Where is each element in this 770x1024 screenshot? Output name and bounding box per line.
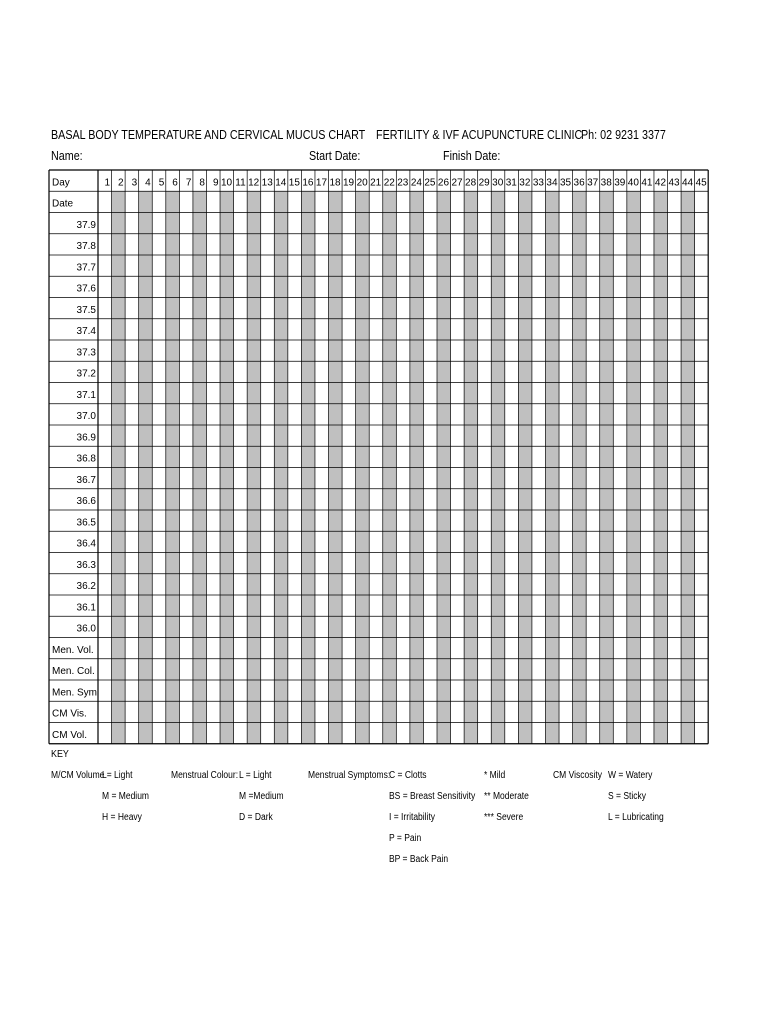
row-label: CM Vol.	[52, 729, 88, 741]
key-menstrual-symptoms-label: Menstrual Symptoms:	[308, 770, 391, 781]
row-label: Men. Sym	[52, 687, 98, 699]
day-number: 2	[118, 177, 124, 189]
temperature-label: 36.7	[76, 474, 96, 486]
day-number: 36	[573, 177, 585, 189]
day-number: 42	[654, 177, 667, 189]
temperature-label: 36.4	[76, 538, 96, 550]
day-number: 18	[329, 177, 341, 189]
day-number: 30	[492, 177, 504, 189]
key-menstrual-colour-item: M =Medium	[239, 791, 284, 802]
day-number: 6	[172, 177, 178, 189]
key-menstrual-colour-item: D = Dark	[239, 812, 273, 823]
temperature-label: 37.8	[76, 241, 96, 252]
key-mcm-volume-item: L= Light	[102, 770, 133, 781]
temperature-label: 37.2	[76, 368, 96, 380]
day-number: 4	[145, 177, 151, 189]
key-severity-item: ** Moderate	[484, 791, 529, 802]
day-number: 24	[410, 177, 422, 189]
day-number: 7	[185, 177, 192, 189]
temperature-label: 37.6	[76, 283, 96, 295]
key-severity-item: *** Severe	[484, 812, 524, 823]
key-menstrual-symptoms-item: BS = Breast Sensitivity	[389, 791, 476, 802]
key-mcm-volume-label: M/CM Volume	[51, 770, 105, 781]
row-label: CM Vis.	[52, 708, 87, 720]
key-menstrual-colour-label: Menstrual Colour:	[171, 770, 239, 781]
day-number: 14	[275, 177, 287, 189]
day-number: 28	[465, 177, 477, 189]
day-number: 3	[131, 177, 138, 189]
day-number: 27	[451, 177, 463, 189]
day-number: 13	[261, 177, 273, 189]
day-number: 16	[302, 177, 314, 189]
temperature-label: 36.2	[76, 581, 96, 592]
clinic-phone: Ph: 02 9231 3377	[581, 128, 666, 142]
day-number: 25	[424, 177, 436, 189]
key-menstrual-symptoms-item: BP = Back Pain	[389, 854, 449, 865]
row-label: Day	[52, 177, 70, 189]
day-number: 21	[370, 177, 382, 189]
key-menstrual-colour-item: L = Light	[239, 770, 272, 781]
temperature-label: 36.8	[76, 453, 96, 465]
clinic-name: FERTILITY & IVF ACUPUNCTURE CLINIC	[376, 128, 583, 142]
key-menstrual-symptoms-item: C = Clotts	[389, 770, 427, 781]
day-number: 26	[437, 177, 450, 189]
day-number: 40	[627, 177, 639, 189]
row-label: Date	[52, 198, 74, 210]
row-label: Men. Vol.	[52, 644, 94, 656]
temperature-label: 36.0	[76, 623, 96, 635]
day-number: 9	[212, 177, 219, 189]
day-number: 20	[356, 177, 368, 189]
day-number: 1	[104, 177, 111, 189]
day-number: 23	[397, 177, 409, 189]
day-number: 43	[668, 177, 680, 189]
day-number: 12	[248, 177, 260, 189]
key-menstrual-symptoms-item: P = Pain	[389, 833, 422, 844]
day-number: 37	[587, 177, 599, 189]
temperature-label: 37.0	[76, 411, 96, 422]
day-number: 29	[478, 177, 490, 189]
temperature-label: 37.9	[76, 219, 96, 231]
day-number: 10	[220, 177, 233, 189]
day-number: 38	[600, 177, 612, 189]
day-number: 44	[682, 177, 694, 189]
day-number: 15	[288, 177, 300, 189]
day-number: 35	[559, 177, 572, 189]
day-number: 5	[158, 177, 165, 189]
key-cm-viscosity-item: S = Sticky	[608, 791, 647, 802]
key-severity-item: * Mild	[484, 770, 506, 781]
day-number: 17	[315, 177, 328, 189]
temperature-label: 37.7	[76, 262, 96, 274]
temperature-label: 37.4	[76, 326, 96, 337]
day-number: 45	[695, 177, 707, 189]
key-title: KEY	[51, 748, 69, 760]
day-number: 11	[235, 177, 246, 189]
day-number: 22	[383, 177, 395, 189]
key-cm-viscosity-label: CM Viscosity	[553, 770, 602, 781]
temperature-label: 36.5	[76, 517, 96, 529]
temperature-label: 36.1	[76, 602, 96, 614]
temperature-label: 36.3	[76, 559, 96, 571]
key-mcm-volume-item: H = Heavy	[102, 812, 142, 823]
day-number: 8	[199, 177, 205, 189]
temperature-label: 36.9	[76, 432, 96, 444]
day-number: 19	[343, 177, 355, 189]
temperature-label: 37.1	[76, 389, 96, 401]
chart-title: BASAL BODY TEMPERATURE AND CERVICAL MUCUS CHART	[51, 128, 366, 142]
day-number: 39	[614, 177, 626, 189]
key-mcm-volume-item: M = Medium	[102, 791, 150, 802]
day-number: 41	[641, 177, 653, 189]
row-label: Men. Col.	[52, 666, 95, 677]
start-date-label: Start Date:	[309, 149, 361, 163]
day-number: 31	[505, 177, 517, 189]
day-number: 34	[546, 177, 558, 189]
key-cm-viscosity-item: W = Watery	[608, 770, 653, 781]
finish-date-label: Finish Date:	[443, 149, 501, 163]
name-label: Name:	[51, 149, 83, 163]
temperature-label: 37.5	[76, 304, 96, 316]
key-menstrual-symptoms-item: I = Irritability	[389, 812, 436, 823]
temperature-label: 37.3	[76, 347, 96, 359]
key-cm-viscosity-item: L = Lubricating	[608, 812, 664, 823]
bbt-chart-grid	[49, 170, 705, 744]
day-number: 32	[519, 177, 531, 189]
day-number: 33	[532, 177, 544, 189]
temperature-label: 36.6	[76, 496, 96, 507]
